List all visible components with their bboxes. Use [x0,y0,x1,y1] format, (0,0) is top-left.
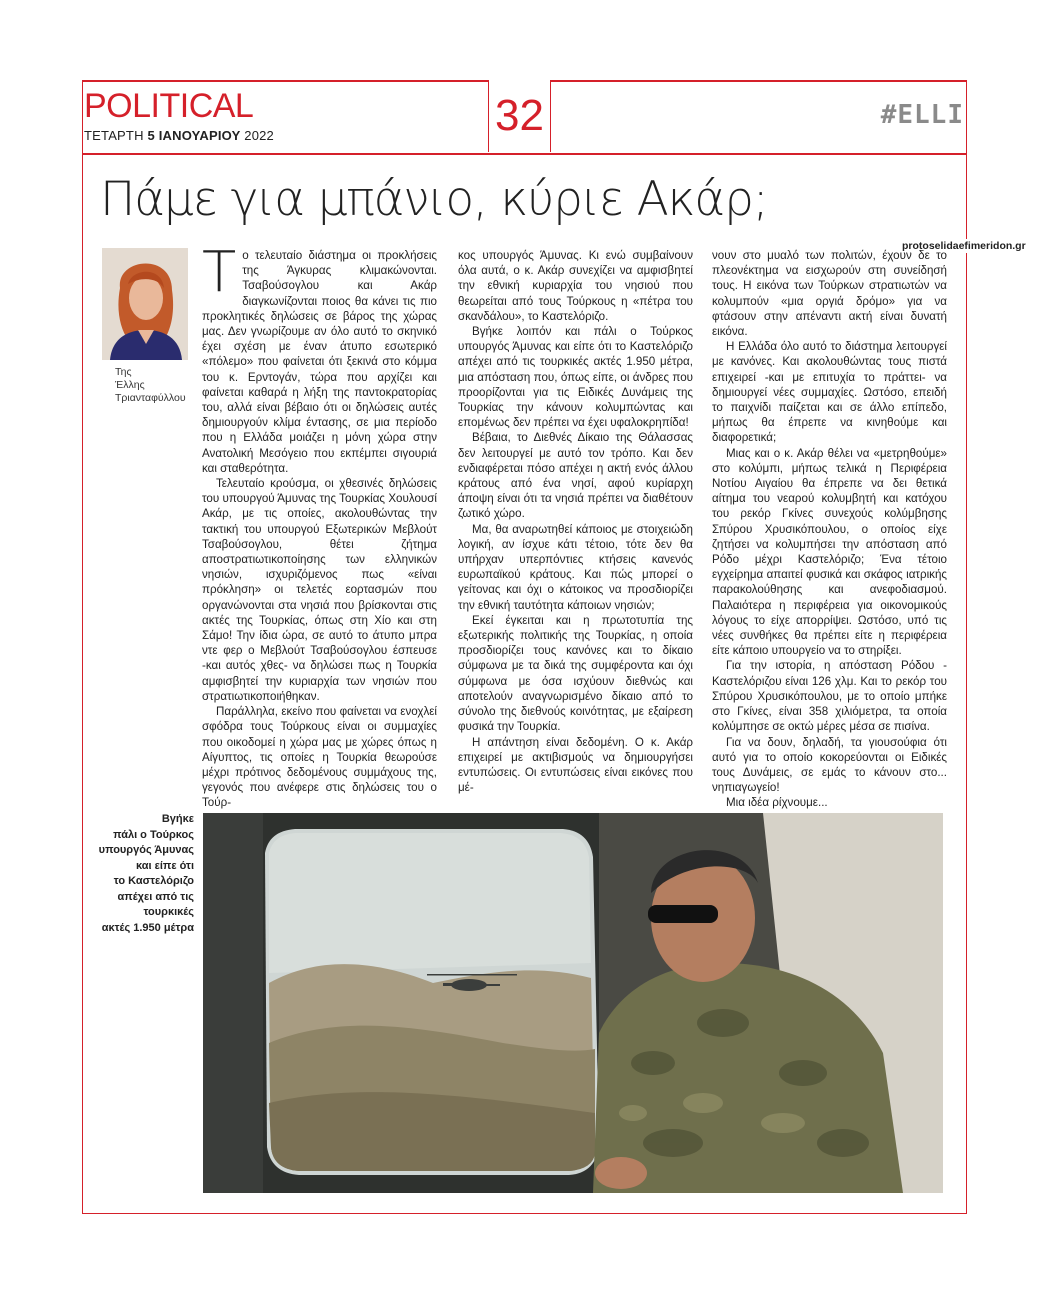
photo-caption: Βγήκε πάλι ο Τούρκος υπουργός Άμυνας και είπε ότι το Καστελόριζο απέχει από τις τουρκικές ακτές 1.950 μέτρα [98,813,194,934]
paragraph: Μια ιδέα ρίχνουμε... [726,796,828,810]
paragraph: Για την ιστορία, η απόσταση Ρόδου - Καστελόριζου είναι 126 χλμ. Και το ρεκόρ του Σπύρου Χρυσικόπουλου, με το οποίο μπήκε στο Γκίνες, είναι 358 χιλιόμετρα, τα οποία κολύμπησε σε οκτώ μέρες μέσα σε πισίνα. [712,659,947,734]
article-column-1 [202,240,437,811]
paragraph: Η Ελλάδα όλο αυτό το διάστημα λειτουργεί με κανόνες. Και ακολουθώντας τους πιστά επιχειρεί -και με επιτυχία το πράττει- να δημιουργεί νέες συμμαχίες. Ωστόσο, επειδή το παιχνίδι παίζεται και σε άλλο επίπεδο, μήπως θα έπρεπε να κινηθούμε και διαφορετικά; [712,340,947,445]
author-last-name: Τριανταφύλλου [115,392,186,404]
author-byline [115,366,200,405]
article-photo [203,813,943,1193]
paragraph: νουν στο μυαλό των πολιτών, έχουν δε το πλεονέκτημα να εισχωρούν στη συνείδησή τους. Η εικόνα των Τούρκων στρατιωτών να κολυμπούν «μια οργιά δρόμο» για να φτάσουν στην απέναντι ακτή είναι δυνατή εικόνα. [712,249,947,339]
paragraph: κος υπουργός Άμυνας. Κι ενώ συμβαίνουν όλα αυτά, ο κ. Ακάρ συνεχίζει να αμφισβητεί την εθνική κυριαρχία του νησιού που θεωρείται από τους Τούρκους η «πέτρα του σκανδάλου», το Καστελόριζο. [458,249,693,323]
paragraph: Εκεί έγκειται και η πρωτοτυπία της εξωτερικής πολιτικής της Τουρκίας, η οποία προσδιορίζει τους κανόνες και το δίκαιο σύμφωνα με τα δικά της συμφέροντα και όχι σύμφωνα με όσα ισχύουν διεθνώς και αποτελούν αναγνωρισμένο δίκαιο από το σύνολο της διεθνούς κοινότητας, με εξαίρεση φυσικά την Τουρκία. [458,613,693,734]
watermark: protoselidaefimeridon.gr [902,240,1026,252]
page-number: 32 [488,80,551,152]
paragraph: Για να δουν, δηλαδή, τα γιουσούφια ότι αυτό για το οποίο κοκορεύονται οι Ειδικές τους Δυνάμεις, σε εμάς το κάνουν στο... νηπιαγωγείο! [712,735,947,795]
article-column-3 [712,248,947,811]
issue-date [84,128,274,143]
paragraph: Η απάντηση είναι δεδομένη. Ο κ. Ακάρ επιχειρεί με ακτιβισμούς να δημιουργήσει εντυπώσεις. Οι εντυπώσεις είναι εικόνες που μέ- [458,735,693,795]
brand-tag: #ELLI [880,100,964,130]
article-column-2 [458,248,693,795]
paragraph: Μιας και ο κ. Ακάρ θέλει να «μετρηθούμε» στο κολύμπι, μήπως τελικά η Περιφέρεια Νοτίου Αιγαίου θα έπρεπε να δει θετικά αίτημα του νεαρού κολυμβητή και κατόχου του ρεκόρ Γκίνες συνεχούς κολύμβησης Σπύρου Χρυσικόπουλου, ο οποίος είχε ζητήσει να κολυμπήσει την απόσταση από Ρόδο μέχρι Καστελόριζο; Ένα τέτοιο εγχείρημα απαιτεί φυσικά και σκάφος ιατρικής παρακολούθησης και ανεφοδιασμού. Παλαιότερα η περιφέρεια για οικονομικούς λόγους το είχε απορρίψει. Ωστόσο, υπό τις νέες συνθήκες θα πρέπει είτε η περιφέρεια είτε κάποιο υπουργείο να το στηρίξει. [712,446,947,658]
header-rule [82,153,967,155]
author-prefix: Της [115,366,132,378]
date-day-month: 5 ΙΑΝΟΥΑΡΙΟΥ [147,128,241,143]
headline: Πάμε για μπάνιο, κύριε Ακάρ; [100,172,768,227]
paragraph: Μα, θα αναρωτηθεί κάποιος με στοιχειώδη λογική, αν ίσχυε κάτι τέτοιο, τότε δεν θα υπήρχαν υπερπόντιες κτήσεις κανενός ευρωπαϊκού κράτους. Και πώς μπορεί ο γείτονας και όχι ο κάτοικος να προσδιορίζει την εθνική ταυτότητα κάποιων νησιών; [458,522,693,612]
date-weekday: ΤΕΤΑΡΤΗ [84,128,144,143]
paragraph: Παράλληλα, εκείνο που φαίνεται να ενοχλεί σφόδρα τους Τούρκους είναι οι συμμαχίες που οικοδομεί η χώρα μας με χώρες όπως η Αίγυπτος, τις οποίες η Τουρκία θεωρούσε μέχρι πρότινος δεδομένους συμμάχους της, γεγονός που ανέφερε στις δηλώσεις του ο Τούρ- [202,705,437,810]
paragraph: Βγήκε λοιπόν και πάλι ο Τούρκος υπουργός Άμυνας και είπε ότι το Καστελόριζο απέχει από τις τουρκικές ακτές 1.950 μέτρα, μια απόσταση που, όπως είπε, οι άνδρες που προορίζονται για τις Ειδικές Δυνάμεις της Τουρκίας την κάνουν κολυμπώντας και επομένως δεν πρέπει να έχει υφαλοκρηπίδα! [458,325,693,430]
paragraph: Τελευταίο κρούσμα, οι χθεσινές δηλώσεις του υπουργού Άμυνας της Τουρκίας Χουλουσί Ακάρ, με τις οποίες, ακολουθώντας την τακτική του υπουργού Εξωτερικών Μεβλούτ Τσαβούσογλου, θέτει ζήτημα αποστρατιωτικοποίησης των ελληνικών νησιών, ισχυριζόμενος πως «είναι πρόκληση» οι τελετές εορτασμών που οργανώνονται στα νησιά που βρίσκονται στις ακτές της Τουρκίας, όπως στη Χίο και στη Σάμο! Την ίδια ώρα, σε αυτό το άτυπο μπρα ντε φερ ο Μεβλούτ Τσαβούσογλου έσπευσε -και αυτός χθες- να δηλώσει πως η Τουρκία αμφισβητεί την κυριαρχία των νησιών που στρατιωτικοποιήθηκαν. [202,477,437,703]
date-year: 2022 [244,128,274,143]
dropcap: Τ [202,240,237,305]
paragraph: Το τελευταίο διάστημα οι προκλήσεις της Άγκυρας κλιμακώνονται. Τσαβούσογλου και Ακάρ διαγκωνίζονται ποιος θα κάνει τις πιο προκλητικές δηλώσεις σε βάρος της χώρας μας. Δεν γνωρίζουμε αν όλο αυτό το σκηνικό έχει σχέση με έναν άτυπο εσωτερικό «πόλεμο» που φαίνεται ότι ξεκινά στο κόμμα του κ. Ερντογάν, τώρα που αρχίζει και φαίνεται καθαρά η λήξη της παντοκρατορίας του, αλλά είναι βέβαιο ότι οι δηλώσεις αυτές δημιουργούν κλίμα έντασης, σε μια περίοδο που η Ελλάδα μοιάζει η μόνη χώρα στην Ανατολική Μεσόγειο που εκπέμπει σιγουριά και σταθερότητα. [202,240,437,475]
section-title: POLITICAL [84,87,254,125]
author-first-name: Έλλης [115,379,145,391]
author-photo [102,248,188,360]
paragraph: Βέβαια, το Διεθνές Δίκαιο της Θάλασσας δεν λειτουργεί με αυτό τον τρόπο. Και δεν ενδιαφέρεται πόσο απέχει η ακτή ενός άλλου κράτους από ένα νησί, αφού κυρίαρχη άποψη είναι ότι τα νησιά πρέπει να διαθέτουν ζωτικό χώρο. [458,431,693,521]
